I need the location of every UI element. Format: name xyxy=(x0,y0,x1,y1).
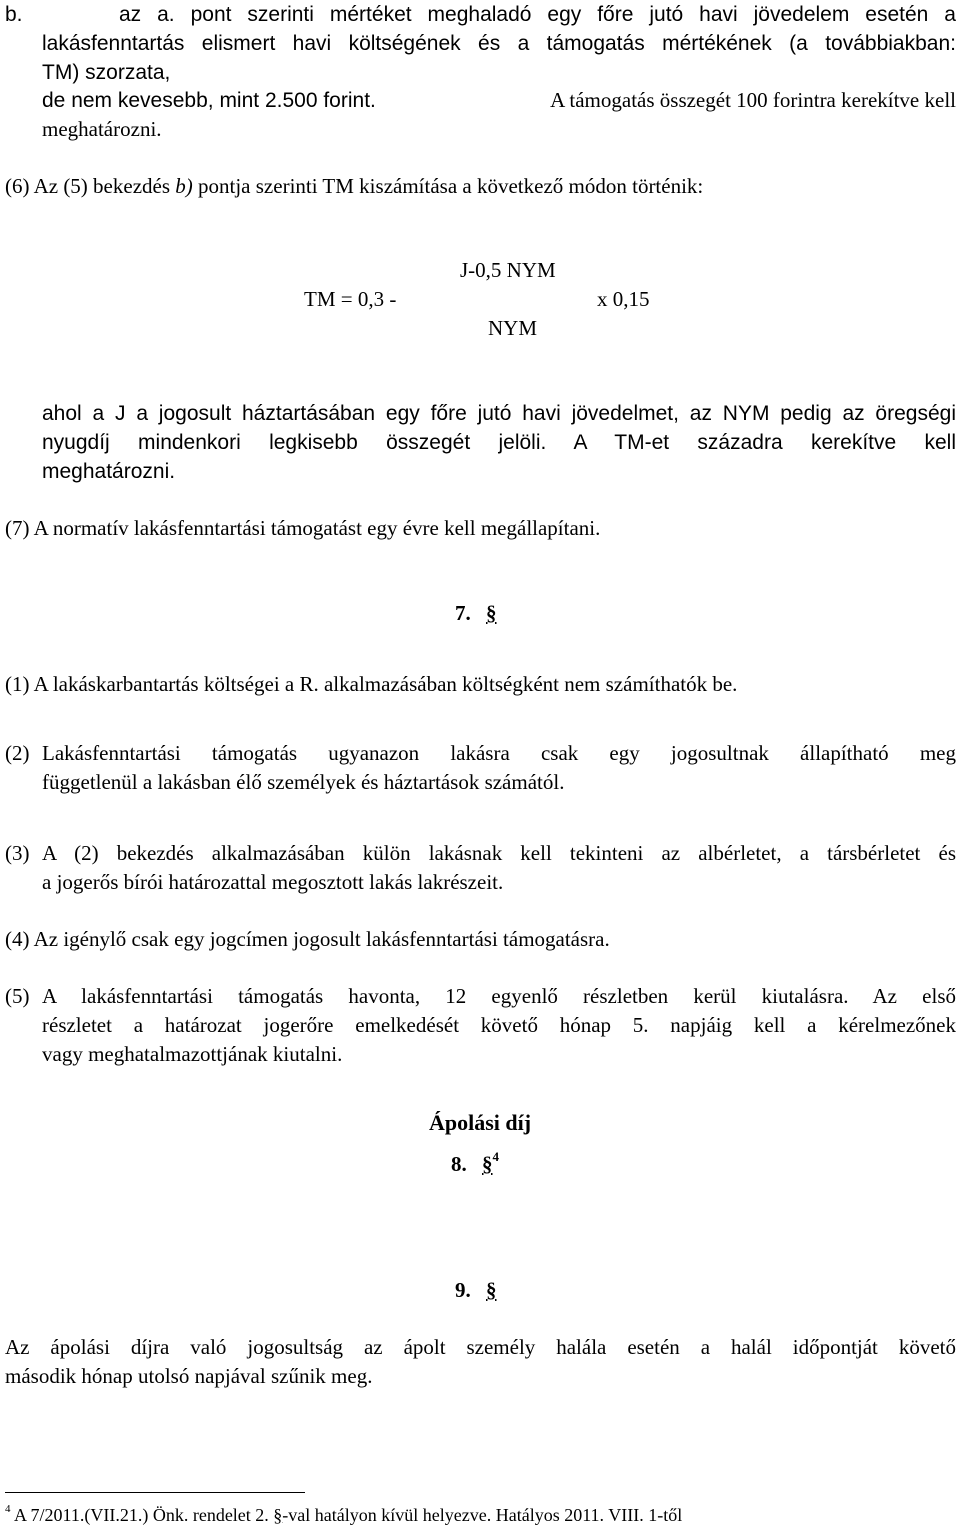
footnote-number: 4 xyxy=(5,1503,11,1515)
section-7-sign: § xyxy=(486,601,497,625)
section-7-paragraph-5-line-2: részletet a határozat jogerőre emelkedését követő hónap 5. napjáig kell a kérelmezőnek xyxy=(42,1013,956,1037)
section-7-paragraph-4: (4) Az igénylő csak egy jogcímen jogosult lakásfenntartási támogatásra. xyxy=(5,927,610,951)
section-9-sign: § xyxy=(486,1278,497,1302)
section-7-paragraph-2-line-2: függetlenül a lakásban élő személyek és háztartások számától. xyxy=(42,770,565,794)
section-8-sign: § xyxy=(482,1152,493,1176)
section-7-paragraph-5-line-1: A lakásfenntartási támogatás havonta, 12 egyenlő részletben kerül kiutalásra. Az első xyxy=(42,984,956,1008)
footnote-sign: § xyxy=(273,1505,283,1525)
section-7-number: 7. xyxy=(455,601,471,625)
section-7-paragraph-5-line-3: vagy meghatalmazottjának kiutalni. xyxy=(42,1042,343,1066)
item-b-line-2: lakásfenntartás elismert havi költségének és a támogatás mértékének (a továbbiakban: xyxy=(42,32,956,55)
formula-note-line-1: ahol a J a jogosult háztartásában egy főre jutó havi jövedelmet, az NYM pedig az öregségi xyxy=(42,402,956,425)
paragraph-7: (7) A normatív lakásfenntartási támogatást egy évre kell megállapítani. xyxy=(5,516,601,540)
footnote xyxy=(5,1503,682,1527)
item-b-line-3: TM) szorzata, xyxy=(42,61,171,84)
section-7-paragraph-5-number: (5) xyxy=(5,984,30,1008)
item-b-line-4-sans: de nem kevesebb, mint 2.500 forint. xyxy=(42,89,376,112)
formula-note-line-2: nyugdíj mindenkori legkisebb összegét jelöli. A TM-et századra kerekítve kell xyxy=(42,431,956,454)
section-9-heading xyxy=(455,1276,497,1305)
footnote-text-a: A 7/2011.(VII.21.) Önk. rendelet 2. xyxy=(14,1505,269,1525)
footnote-reference-4[interactable]: 4 xyxy=(492,1149,499,1164)
item-b-line-4-serif: A támogatás összegét 100 forintra kerekítve kell xyxy=(550,88,956,112)
section-7-heading xyxy=(455,599,497,628)
paragraph-6 xyxy=(5,172,955,201)
item-b-line-4 xyxy=(42,86,956,115)
formula-lhs: TM = 0,3 - xyxy=(304,287,397,311)
item-b-line-5: meghatározni. xyxy=(42,117,162,141)
formula-note-line-3: meghatározni. xyxy=(42,460,176,483)
footnote-text-b: -val hatályon kívül helyezve. Hatályos 2011. VIII. 1-től xyxy=(282,1505,683,1525)
section-7-paragraph-2-line-1: Lakásfenntartási támogatás ugyanazon lakásra csak egy jogosultnak állapítható meg xyxy=(42,741,956,765)
section-9-number: 9. xyxy=(455,1278,471,1302)
section-7-paragraph-1: (1) A lakáskarbantartás költségei a R. alkalmazásában költségként nem számíthatók be. xyxy=(5,672,738,696)
formula-multiplier: x 0,15 xyxy=(597,287,650,311)
section-9-text-line-1: Az ápolási díjra való jogosultság az ápolt személy halála esetén a halál időpontját követő xyxy=(5,1335,956,1359)
paragraph-6-italic-point: b) xyxy=(175,174,193,198)
item-b-marker: b. xyxy=(5,3,23,26)
section-8-heading xyxy=(451,1150,499,1179)
section-8-number: 8. xyxy=(451,1152,467,1176)
section-7-paragraph-3-number: (3) xyxy=(5,841,30,865)
heading-apolasi-dij: Ápolási díj xyxy=(428,1110,532,1135)
section-7-paragraph-3-line-1: A (2) bekezdés alkalmazásában külön lakásnak kell tekinteni az albérletet, a társbérletet és xyxy=(42,841,956,865)
formula-numerator: J-0,5 NYM xyxy=(460,258,556,282)
footnote-divider xyxy=(5,1492,305,1493)
section-9-text-line-2: második hónap utolsó napjával szűnik meg. xyxy=(5,1364,373,1388)
formula-denominator: NYM xyxy=(488,316,538,340)
paragraph-6-text: (6) Az (5) bekezdés b) pontja szerinti TM kiszámítása a következő módon történik: xyxy=(5,174,704,198)
section-7-paragraph-2-number: (2) xyxy=(5,741,30,765)
section-7-paragraph-3-line-2: a jogerős bírói határozattal megosztott lakás lakrészeit. xyxy=(42,870,504,894)
item-b-line-1: az a. pont szerinti mértéket meghaladó egy főre jutó havi jövedelem esetén a xyxy=(119,3,956,26)
